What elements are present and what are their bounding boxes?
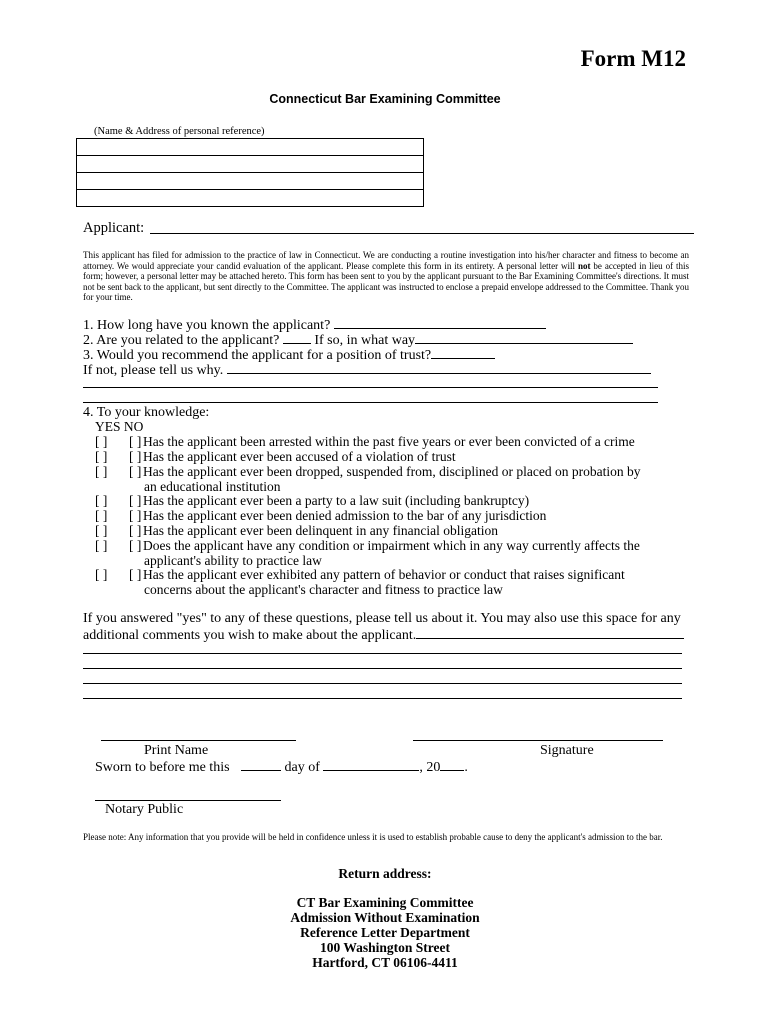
checklist-text: Has the applicant been arrested within the past five years or ever been convicted of a crime bbox=[143, 434, 635, 449]
return-line: Reference Letter Department bbox=[300, 925, 470, 940]
return-line: Admission Without Examination bbox=[290, 910, 480, 925]
return-line: Hartford, CT 06106-4411 bbox=[312, 955, 458, 970]
why-line-2[interactable] bbox=[83, 387, 658, 388]
comments-prompt: If you answered "yes" to any of these questions, please tell us about it. You may also use this space for any bbox=[83, 611, 681, 626]
signature-field[interactable] bbox=[413, 740, 663, 741]
checklist-text: an educational institution bbox=[144, 479, 281, 494]
yes-checkbox[interactable]: [ ] bbox=[95, 493, 108, 508]
signature-label: Signature bbox=[540, 743, 594, 758]
comments-line-2[interactable] bbox=[83, 653, 682, 654]
sworn-month-field[interactable] bbox=[323, 758, 419, 771]
intro-text-1: This applicant has filed for admission to the practice of law in Connecticut. We are conducting a routine investigation into his/her character and fitness to become an attorney. We would appreciate your candid evaluation of the applicant. Please complete this form in its entirety. A personal letter will bbox=[83, 250, 689, 271]
reference-field-3[interactable] bbox=[77, 173, 423, 190]
reference-label: (Name & Address of personal reference) bbox=[94, 126, 265, 137]
applicant-label: Applicant: bbox=[83, 220, 145, 236]
comments-prompt-2 bbox=[83, 626, 684, 643]
print-name-field[interactable] bbox=[101, 740, 296, 741]
question-2-way-field[interactable] bbox=[415, 331, 633, 344]
sworn-period: . bbox=[464, 760, 468, 775]
checklist-text: applicant's ability to practice law bbox=[144, 553, 322, 568]
checklist-text: Has the applicant ever been delinquent in any financial obligation bbox=[143, 523, 499, 538]
yes-checkbox[interactable]: [ ] bbox=[95, 464, 108, 479]
question-3-why-text: If not, please tell us why. bbox=[83, 363, 224, 378]
comments-line-3[interactable] bbox=[83, 668, 682, 669]
yes-checkbox[interactable]: [ ] bbox=[95, 567, 108, 582]
yes-checkbox[interactable]: [ ] bbox=[95, 508, 108, 523]
comments-field-1[interactable] bbox=[416, 626, 684, 639]
question-4: 4. To your knowledge: bbox=[83, 405, 210, 420]
checklist-text: Has the applicant ever been a party to a law suit (including bankruptcy) bbox=[143, 493, 530, 508]
comments-line-5[interactable] bbox=[83, 698, 682, 699]
return-line: 100 Washington Street bbox=[319, 940, 451, 955]
notary-label: Notary Public bbox=[105, 802, 184, 817]
question-2-text: 2. Are you related to the applicant? bbox=[83, 333, 280, 348]
yes-checkbox[interactable]: [ ] bbox=[95, 434, 108, 449]
checklist-text: Has the applicant ever been accused of a violation of trust bbox=[143, 449, 456, 464]
no-checkbox[interactable]: [ ] bbox=[129, 508, 142, 523]
confidentiality-note: Please note: Any information that you provide will be held in confidence unless it is used to establish probable cause to deny the applicant's admission to the bar. bbox=[83, 832, 663, 842]
reference-box bbox=[76, 138, 424, 207]
comments-line-4[interactable] bbox=[83, 683, 682, 684]
no-checkbox[interactable]: [ ] bbox=[129, 538, 142, 553]
checklist-text: Has the applicant ever been dropped, suspended from, disciplined or placed on probation by bbox=[143, 464, 641, 479]
committee-title: Connecticut Bar Examining Committee bbox=[269, 92, 501, 106]
reference-field-2[interactable] bbox=[77, 156, 423, 173]
form-id: Form M12 bbox=[580, 46, 686, 71]
return-heading: Return address: bbox=[338, 866, 432, 881]
no-checkbox[interactable]: [ ] bbox=[129, 449, 142, 464]
sworn-day-field[interactable] bbox=[241, 758, 281, 771]
yes-checkbox[interactable]: [ ] bbox=[95, 538, 108, 553]
day-of-text: day of bbox=[284, 760, 320, 775]
yes-checkbox[interactable]: [ ] bbox=[95, 449, 108, 464]
why-line-3[interactable] bbox=[83, 402, 658, 403]
reference-field-1[interactable] bbox=[77, 139, 423, 156]
notary-field[interactable] bbox=[95, 800, 281, 801]
no-checkbox[interactable]: [ ] bbox=[129, 567, 142, 582]
checklist-text: concerns about the applicant's character and fitness to practice law bbox=[144, 582, 503, 597]
year-prefix-text: , 20 bbox=[419, 760, 441, 775]
intro-text-2: be accepted in lieu of this form; however, a personal letter may be attached hereto. This form has been sent to you by the applicant pursuant to the Bar Examining Committee's directions. It must not be sent back to the applicant, but sent directly to the Committee. The applicant was instructed to enclose a prepaid envelope addressed to the Committee. Thank you for your time. bbox=[83, 260, 689, 303]
yes-no-header: YES NO bbox=[95, 419, 144, 434]
no-checkbox[interactable]: [ ] bbox=[129, 523, 142, 538]
return-line: CT Bar Examining Committee bbox=[296, 895, 474, 910]
no-checkbox[interactable]: [ ] bbox=[129, 464, 142, 479]
intro-paragraph bbox=[83, 250, 689, 303]
checklist-text: Has the applicant ever exhibited any pattern of behavior or conduct that raises significant bbox=[143, 567, 625, 582]
yes-checkbox[interactable]: [ ] bbox=[95, 523, 108, 538]
applicant-field[interactable] bbox=[150, 233, 694, 234]
question-3-why-field[interactable] bbox=[227, 361, 651, 374]
reference-field-4[interactable] bbox=[77, 190, 423, 206]
comments-prompt-text: additional comments you wish to make about the applicant. bbox=[83, 628, 417, 643]
sworn-year-field[interactable] bbox=[440, 758, 464, 771]
question-2-followup: If so, in what way bbox=[314, 333, 416, 348]
no-checkbox[interactable]: [ ] bbox=[129, 434, 142, 449]
sworn-text: Sworn to before me this bbox=[95, 760, 230, 775]
question-1-text: 1. How long have you known the applicant? bbox=[83, 318, 331, 333]
print-name-label: Print Name bbox=[144, 743, 209, 758]
checklist-text: Has the applicant ever been denied admission to the bar of any jurisdiction bbox=[143, 508, 547, 523]
question-3-why bbox=[83, 361, 651, 378]
question-3-field[interactable] bbox=[431, 346, 495, 359]
sworn-line bbox=[95, 758, 468, 775]
checklist-text: Does the applicant have any condition or impairment which in any way currently affects the bbox=[143, 538, 640, 553]
question-3-text: 3. Would you recommend the applicant for a position of trust? bbox=[83, 348, 432, 363]
question-2-field[interactable] bbox=[283, 331, 311, 344]
intro-emphasis: not bbox=[577, 260, 591, 271]
question-1-field[interactable] bbox=[334, 316, 546, 329]
no-checkbox[interactable]: [ ] bbox=[129, 493, 142, 508]
